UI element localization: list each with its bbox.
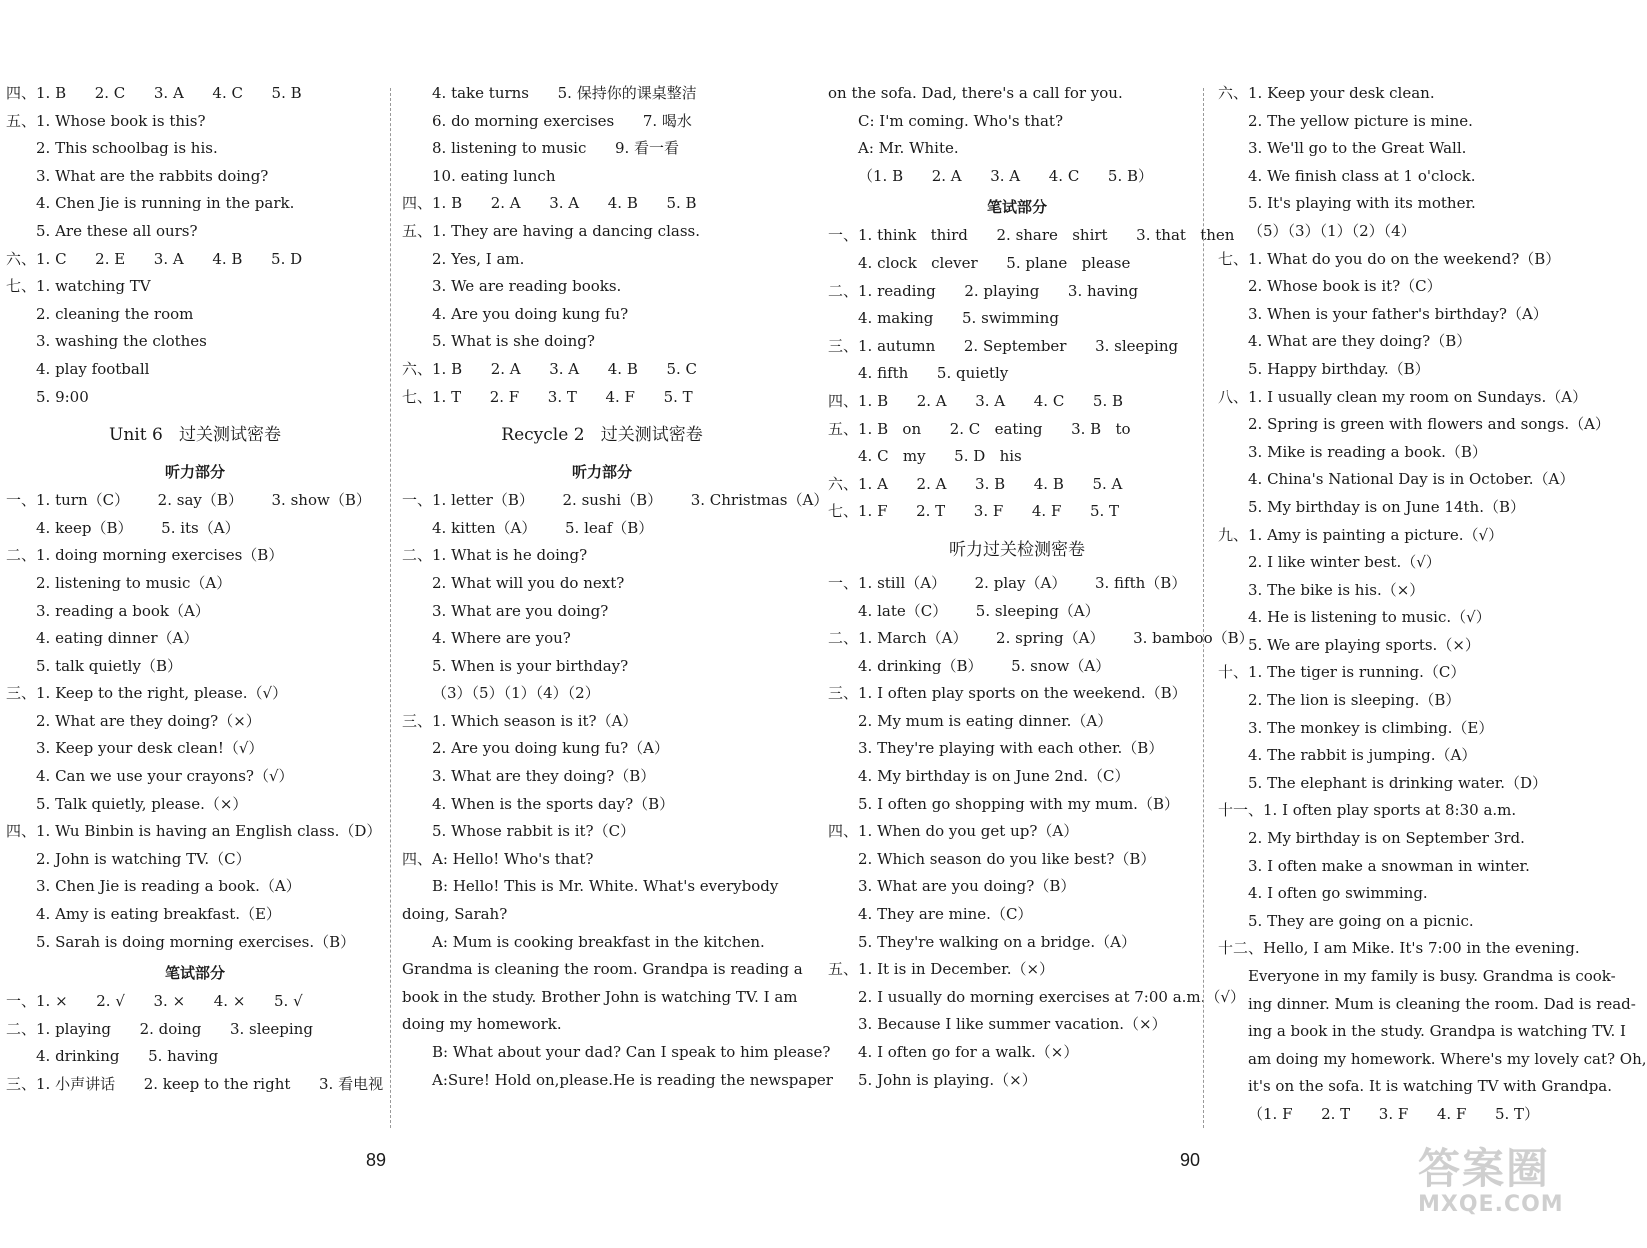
answer-line: 4. The rabbit is jumping.（A） bbox=[1248, 746, 1477, 765]
answer-line: 5. I often go shopping with my mum.（B） bbox=[858, 794, 1179, 813]
answer-line: 4. late（C） 5. sleeping（A） bbox=[858, 601, 1100, 620]
answer-line: 6. do morning exercises 7. 喝水 bbox=[432, 111, 692, 130]
answer-line: 4. Where are you? bbox=[432, 629, 571, 648]
answer-line: 3. Mike is reading a book.（B） bbox=[1248, 442, 1487, 461]
answer-line: 5. My birthday is on June 14th.（B） bbox=[1248, 497, 1525, 516]
answer-line: 三、1. 小声讲话 2. keep to the right 3. 看电视 bbox=[6, 1075, 384, 1093]
answer-line: 2. Are you doing kung fu?（A） bbox=[432, 739, 669, 758]
answer-line: B: Hello! This is Mr. White. What's everybody bbox=[432, 877, 779, 896]
answer-line: 4. keep（B） 5. its（A） bbox=[36, 518, 240, 537]
answer-line: 5. Talk quietly, please.（×） bbox=[36, 794, 248, 813]
answer-line: 4. drinking 5. having bbox=[36, 1047, 219, 1066]
answer-line: 3. We are reading books. bbox=[432, 277, 622, 296]
answer-line: 四、1. When do you get up?（A） bbox=[828, 822, 1079, 841]
answer-line: 4. When is the sports day?（B） bbox=[432, 794, 675, 813]
answer-line: 三、1. I often play sports on the weekend.（B） bbox=[828, 684, 1187, 703]
page-number-right: 90 bbox=[1180, 1150, 1201, 1170]
answer-line: 五、1. Whose book is this? bbox=[6, 111, 206, 130]
answer-line: 十、1. The tiger is running.（C） bbox=[1218, 663, 1466, 682]
answer-line: 4. He is listening to music.（√） bbox=[1248, 608, 1491, 627]
answer-line: 4. China's National Day is in October.（A） bbox=[1248, 470, 1575, 489]
section-title: Recycle 2 过关测试密卷 bbox=[501, 425, 703, 446]
answer-line: （5）（3）（1）（2）（4） bbox=[1248, 221, 1416, 240]
answer-line: 五、1. They are having a dancing class. bbox=[402, 221, 700, 240]
answer-line: 3. What are you doing?（B） bbox=[858, 877, 1076, 896]
answer-line: 5. It's playing with its mother. bbox=[1248, 194, 1476, 213]
answer-line: 4. We finish class at 1 o'clock. bbox=[1248, 166, 1476, 185]
answer-line: 5. talk quietly（B） bbox=[36, 656, 182, 675]
section-title: 听力过关检测密卷 bbox=[949, 539, 1085, 560]
watermark-line1: 答案圈 bbox=[1418, 1144, 1551, 1193]
answer-line: 四、1. B 2. A 3. A 4. B 5. B bbox=[402, 194, 697, 213]
answer-line: 三、1. Keep to the right, please.（√） bbox=[6, 684, 288, 703]
answer-line: 3. reading a book（A） bbox=[36, 601, 210, 620]
answer-line: 二、1. What is he doing? bbox=[402, 546, 588, 565]
answer-line: 4. They are mine.（C） bbox=[858, 905, 1033, 924]
answer-line: （1. B 2. A 3. A 4. C 5. B） bbox=[858, 166, 1154, 185]
answer-line: 3. When is your father's birthday?（A） bbox=[1248, 304, 1548, 323]
answer-line: 2. The yellow picture is mine. bbox=[1248, 111, 1473, 130]
watermark-line2: MXQE.COM bbox=[1418, 1192, 1564, 1217]
answer-line: A: Mum is cooking breakfast in the kitchen. bbox=[432, 932, 765, 951]
answer-line: 4. take turns 5. 保持你的课桌整洁 bbox=[432, 84, 697, 102]
answer-line: （1. F 2. T 3. F 4. F 5. T） bbox=[1248, 1104, 1540, 1123]
watermark-logo bbox=[1418, 1136, 1590, 1236]
answer-line: 3. What are you doing? bbox=[432, 601, 609, 620]
answer-line: 2. listening to music（A） bbox=[36, 573, 232, 592]
answer-column-4 bbox=[1218, 80, 1647, 1180]
answer-line: 七、1. What do you do on the weekend?（B） bbox=[1218, 249, 1561, 268]
answer-line: 4. What are they doing?（B） bbox=[1248, 332, 1472, 351]
answer-line: 5. When is your birthday? bbox=[432, 656, 629, 675]
answer-line: 4. kitten（A） 5. leaf（B） bbox=[432, 518, 654, 537]
answer-line: 一、1. still（A） 2. play（A） 3. fifth（B） bbox=[828, 573, 1187, 592]
answer-line: 一、1. × 2. √ 3. × 4. × 5. √ bbox=[6, 992, 303, 1011]
answer-line: A:Sure! Hold on,please.He is reading the newspaper bbox=[432, 1070, 833, 1089]
answer-line: 2. Whose book is it?（C） bbox=[1248, 277, 1442, 296]
answer-line: 五、1. B on 2. C eating 3. B to bbox=[828, 419, 1131, 438]
answer-line: 4. I often go swimming. bbox=[1248, 884, 1428, 903]
answer-line: 2. Which season do you like best?（B） bbox=[858, 849, 1156, 868]
answer-line: 4. making 5. swimming bbox=[858, 309, 1059, 328]
subsection-heading: 听力部分 bbox=[164, 463, 225, 482]
answer-line: 2. My birthday is on September 3rd. bbox=[1248, 829, 1525, 848]
answer-line: 3. Keep your desk clean!（√） bbox=[36, 739, 264, 758]
answer-line: 5. What is she doing? bbox=[432, 332, 595, 351]
answer-line: 4. play football bbox=[36, 359, 150, 378]
answer-line: 5. Are these all ours? bbox=[36, 221, 198, 240]
section-title: Unit 6 过关测试密卷 bbox=[109, 425, 281, 446]
answer-line: 2. My mum is eating dinner.（A） bbox=[858, 711, 1113, 730]
answer-line: 3. I often make a snowman in winter. bbox=[1248, 856, 1530, 875]
answer-line: 3. They're playing with each other.（B） bbox=[858, 739, 1164, 758]
answer-line: 四、1. B 2. A 3. A 4. C 5. B bbox=[828, 391, 1124, 410]
answer-line: 七、1. F 2. T 3. F 4. F 5. T bbox=[828, 502, 1120, 521]
answer-column-3 bbox=[828, 80, 1254, 1180]
answer-line: 3. What are the rabbits doing? bbox=[36, 166, 269, 185]
answer-line: 4. I often go for a walk.（×） bbox=[858, 1043, 1079, 1061]
answer-line: 二、1. March（A） 2. spring（A） 3. bamboo（B） bbox=[828, 629, 1254, 648]
subsection-heading: 笔试部分 bbox=[986, 198, 1047, 217]
answer-line: 5. Happy birthday.（B） bbox=[1248, 359, 1430, 378]
answer-line: 四、1. Wu Binbin is having an English class.（D） bbox=[6, 822, 382, 841]
answer-line: 二、1. doing morning exercises（B） bbox=[6, 546, 284, 565]
column-divider bbox=[390, 88, 391, 1128]
answer-line: 5. They are going on a picnic. bbox=[1248, 911, 1474, 930]
answer-line: B: What about your dad? Can I speak to him please? bbox=[432, 1043, 831, 1061]
answer-line: Everyone in my family is busy. Grandma is cook- bbox=[1248, 967, 1616, 985]
answer-line: doing my homework. bbox=[402, 1015, 562, 1034]
answer-line: 4. Amy is eating breakfast.（E） bbox=[36, 905, 281, 924]
answer-line: 2. John is watching TV.（C） bbox=[36, 849, 251, 868]
answer-line: 5. They're walking on a bridge.（A） bbox=[858, 932, 1136, 951]
answer-line: 5. The elephant is drinking water.（D） bbox=[1248, 773, 1548, 792]
answer-line: 2. I usually do morning exercises at 7:00 a.m.（√） bbox=[858, 987, 1245, 1006]
answer-column-2 bbox=[402, 80, 833, 1180]
answer-line: 二、1. reading 2. playing 3. having bbox=[828, 281, 1139, 300]
answer-line: 3. Chen Jie is reading a book.（A） bbox=[36, 877, 301, 896]
answer-line: C: I'm coming. Who's that? bbox=[858, 111, 1063, 130]
answer-line: 2. This schoolbag is his. bbox=[36, 139, 218, 158]
answer-line: 4. My birthday is on June 2nd.（C） bbox=[858, 767, 1130, 786]
answer-line: 3. washing the clothes bbox=[36, 332, 207, 351]
answer-line: 5. 9:00 bbox=[36, 387, 89, 406]
answer-line: 3. Because I like summer vacation.（×） bbox=[858, 1015, 1167, 1034]
answer-line: 4. clock clever 5. plane please bbox=[858, 253, 1131, 272]
answer-line: 2. The lion is sleeping.（B） bbox=[1248, 691, 1461, 710]
answer-line: 一、1. think third 2. share shirt 3. that then bbox=[828, 226, 1235, 245]
answer-line: 一、1. letter（B） 2. sushi（B） 3. Christmas（A） bbox=[402, 491, 829, 510]
answer-line: it's on the sofa. It is watching TV with Grandpa. bbox=[1248, 1077, 1613, 1096]
answer-column-1 bbox=[6, 80, 387, 1180]
answer-line: 三、1. autumn 2. September 3. sleeping bbox=[828, 336, 1179, 355]
answer-line: am doing my homework. Where's my lovely cat? Oh, bbox=[1248, 1049, 1647, 1068]
answer-line: ing dinner. Mum is cleaning the room. Dad is read- bbox=[1248, 994, 1636, 1013]
answer-line: 10. eating lunch bbox=[432, 166, 556, 185]
answer-line: book in the study. Brother John is watching TV. I am bbox=[402, 987, 798, 1006]
answer-line: 2. Spring is green with flowers and songs.（A） bbox=[1248, 415, 1610, 434]
answer-line: 六、1. Keep your desk clean. bbox=[1218, 84, 1435, 102]
subsection-heading: 笔试部分 bbox=[164, 964, 225, 983]
answer-line: 4. drinking（B） 5. snow（A） bbox=[858, 656, 1111, 675]
answer-line: 3. The monkey is climbing.（E） bbox=[1248, 718, 1494, 737]
answer-line: 2. What are they doing?（×） bbox=[36, 711, 261, 730]
answer-line: 8. listening to music 9. 看一看 bbox=[432, 139, 680, 158]
column-divider bbox=[1203, 88, 1204, 1128]
answer-line: 4. Are you doing kung fu? bbox=[432, 304, 629, 323]
answer-line: 5. Whose rabbit is it?（C） bbox=[432, 822, 636, 841]
answer-line: 2. I like winter best.（√） bbox=[1248, 553, 1441, 572]
answer-line: 二、1. playing 2. doing 3. sleeping bbox=[6, 1019, 313, 1038]
answer-line: 五、1. It is in December.（×） bbox=[828, 960, 1055, 979]
answer-line: 九、1. Amy is painting a picture.（√） bbox=[1218, 525, 1504, 544]
answer-line: 四、1. B 2. C 3. A 4. C 5. B bbox=[6, 84, 302, 102]
page-number-left: 89 bbox=[366, 1150, 387, 1170]
answer-line: 3. We'll go to the Great Wall. bbox=[1248, 139, 1467, 158]
answer-line: doing, Sarah? bbox=[402, 905, 508, 924]
answer-line: 5. John is playing.（×） bbox=[858, 1070, 1037, 1089]
answer-line: 2. What will you do next? bbox=[432, 573, 625, 592]
answer-line: （3）（5）（1）（4）（2） bbox=[432, 684, 600, 703]
answer-line: on the sofa. Dad, there's a call for you. bbox=[828, 84, 1123, 102]
answer-line: 4. Can we use your crayons?（√） bbox=[36, 767, 294, 786]
answer-line: 4. eating dinner（A） bbox=[36, 629, 199, 648]
answer-line: 六、1. C 2. E 3. A 4. B 5. D bbox=[6, 249, 303, 268]
answer-line: 3. What are they doing?（B） bbox=[432, 767, 656, 786]
answer-line: 八、1. I usually clean my room on Sundays.（A） bbox=[1218, 387, 1588, 406]
answer-line: 七、1. watching TV bbox=[6, 277, 151, 296]
answer-line: 一、1. turn（C） 2. say（B） 3. show（B） bbox=[6, 491, 371, 510]
answer-line: 4. C my 5. D his bbox=[858, 447, 1022, 466]
answer-line: 5. Sarah is doing morning exercises.（B） bbox=[36, 932, 356, 951]
answer-line: 2. Yes, I am. bbox=[432, 249, 525, 268]
subsection-heading: 听力部分 bbox=[571, 463, 632, 482]
answer-line: 4. fifth 5. quietly bbox=[858, 364, 1009, 383]
answer-line: 2. cleaning the room bbox=[36, 304, 194, 323]
answer-line: 十一、1. I often play sports at 8:30 a.m. bbox=[1218, 801, 1517, 820]
answer-line: ing a book in the study. Grandpa is watching TV. I bbox=[1248, 1022, 1626, 1041]
answer-line: 5. We are playing sports.（×） bbox=[1248, 635, 1480, 654]
answer-line: 四、A: Hello! Who's that? bbox=[402, 849, 594, 868]
answer-line: 六、1. A 2. A 3. B 4. B 5. A bbox=[828, 474, 1123, 493]
answer-line: 十二、Hello, I am Mike. It's 7:00 in the evening. bbox=[1218, 939, 1580, 958]
answer-line: Grandma is cleaning the room. Grandpa is reading a bbox=[402, 960, 803, 979]
answer-line: 3. The bike is his.（×） bbox=[1248, 580, 1425, 599]
answer-line: 三、1. Which season is it?（A） bbox=[402, 711, 638, 730]
answer-line: 4. Chen Jie is running in the park. bbox=[36, 194, 295, 213]
answer-line: A: Mr. White. bbox=[858, 139, 959, 158]
answer-line: 七、1. T 2. F 3. T 4. F 5. T bbox=[402, 387, 693, 406]
answer-line: 六、1. B 2. A 3. A 4. B 5. C bbox=[402, 359, 698, 378]
